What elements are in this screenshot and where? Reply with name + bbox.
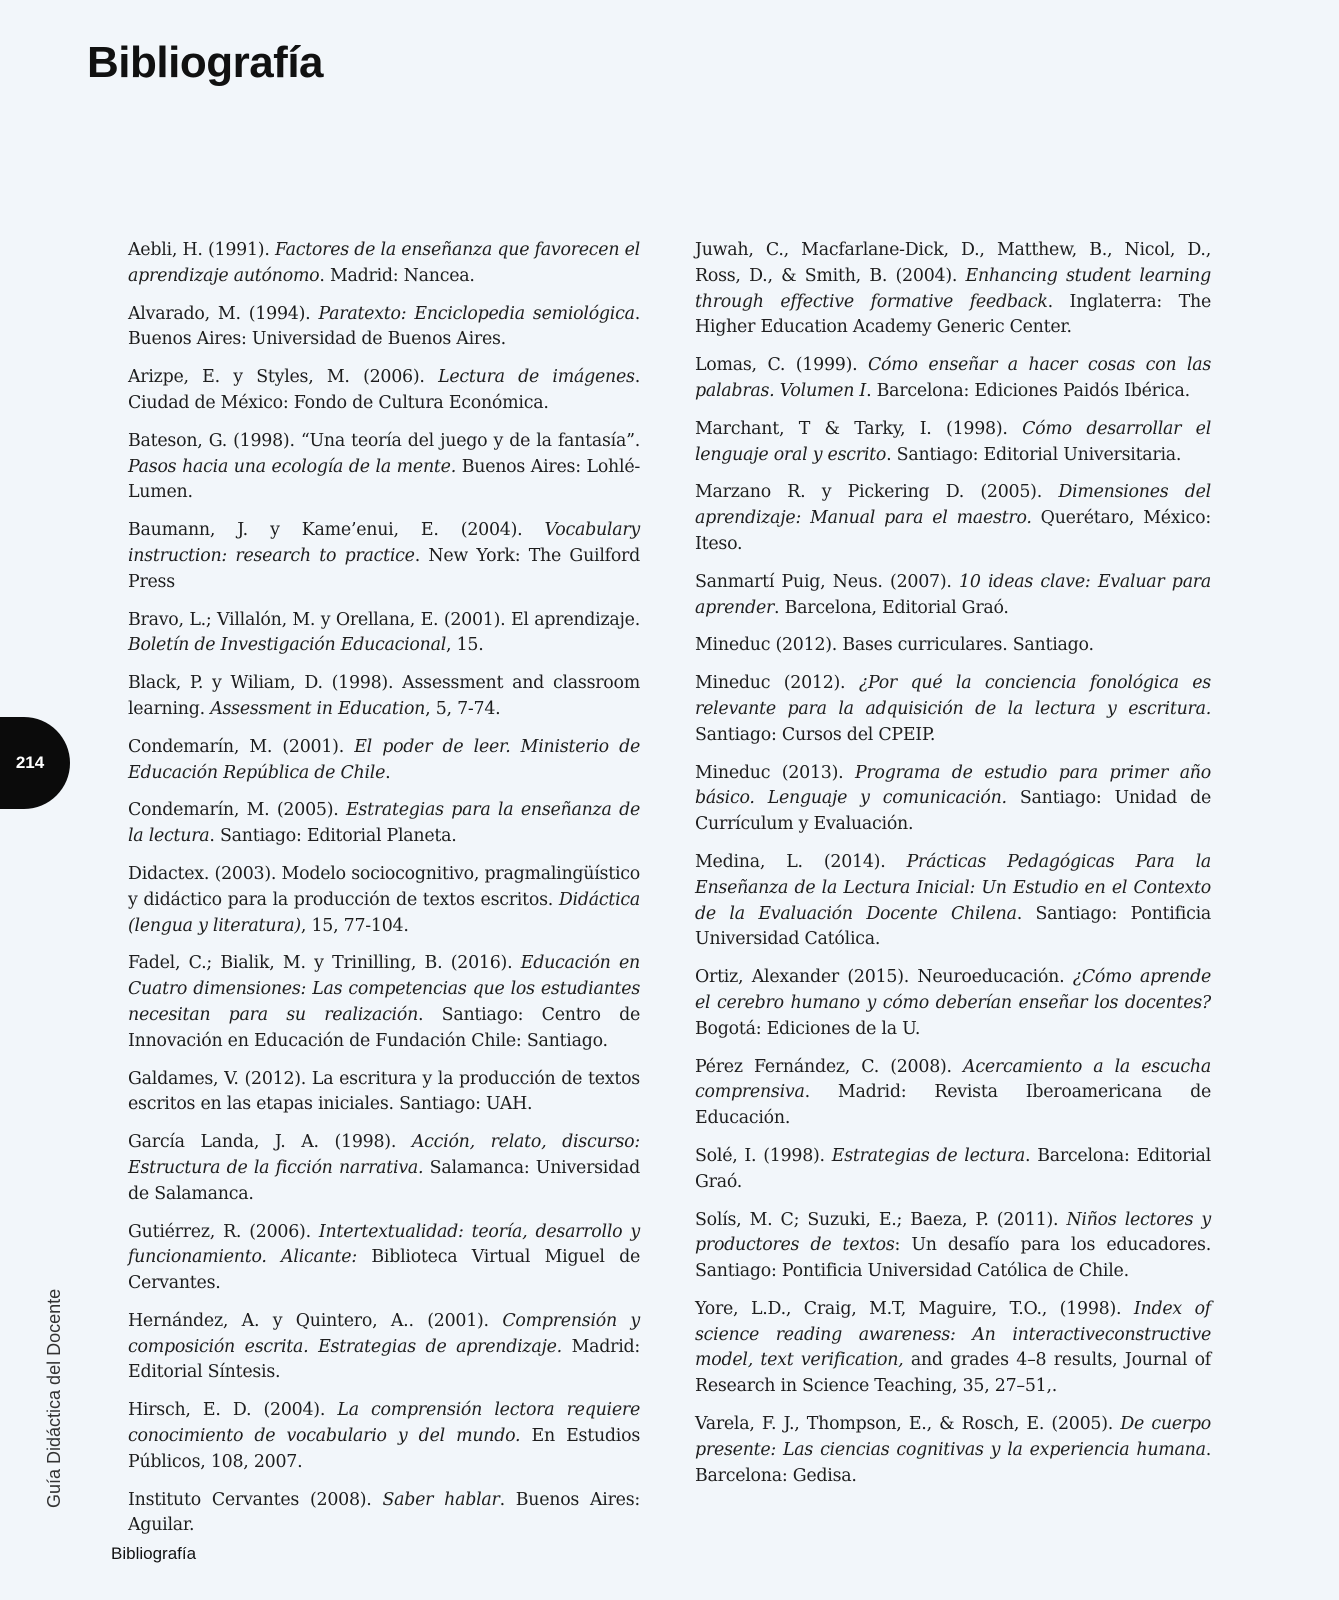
reference-entry xyxy=(695,1144,1211,1196)
reference-text: Sanmartí Puig, Neus. (2007). xyxy=(695,571,960,592)
reference-entry xyxy=(695,570,1211,622)
reference-text: . Barcelona: Gedisa. xyxy=(695,1439,1211,1486)
page-number: 214 xyxy=(15,753,45,772)
reference-text: Salamanca: Universidad de Salamanca. xyxy=(128,1157,641,1204)
reference-text: Mineduc (2012). Bases curriculares. Santiago. xyxy=(695,635,1094,656)
footer-label: Bibliografía xyxy=(111,1544,197,1563)
reference-title: Acción, relato, discurso: Estructura de la ficción narrativa. xyxy=(128,1132,640,1178)
reference-entry xyxy=(128,302,640,354)
reference-text: Solé, I. (1998). xyxy=(695,1145,832,1166)
reference-title: De cuerpo presente: Las ciencias cognitivas y la experiencia humana xyxy=(695,1414,1211,1460)
reference-text: Condemarín, M. (2005). xyxy=(128,800,346,821)
reference-entry xyxy=(695,1297,1211,1400)
reference-title: Prácticas Pedagógicas Para la Enseñanza de la Lectura Inicial: Un Estudio en el Contexto de la Evaluación Docente Chilena xyxy=(695,851,1212,924)
reference-entry xyxy=(128,1488,640,1540)
reference-entry xyxy=(128,735,640,787)
reference-entry xyxy=(128,1220,640,1297)
reference-text: . Inglaterra: The Higher Education Academy Generic Center. xyxy=(695,291,1211,338)
reference-text: Marchant, T & Tarky, I. (1998). xyxy=(695,418,1023,439)
reference-text: Bateson, G. (1998). “Una teoría del juego y de la fantasía”. xyxy=(128,430,640,451)
reference-title: El poder de leer. Ministerio de Educación República de Chile xyxy=(128,736,641,783)
reference-text: Hernández, A. y Quintero, A.. (2001). xyxy=(128,1310,503,1331)
reference-text: Querétaro, México: Iteso. xyxy=(695,508,1211,554)
reference-text: Santiago: Cursos del CPEIP. xyxy=(695,724,936,745)
reference-entry xyxy=(128,1130,640,1207)
reference-text: Hirsch, E. D. (2004). xyxy=(128,1400,338,1421)
reference-text: Baumann, J. y Kame’enui, E. (2004). xyxy=(128,520,545,541)
reference-text: . xyxy=(385,762,391,783)
reference-text: , 5, 7-74. xyxy=(425,698,501,719)
reference-text: Santiago: Unidad de Currículum y Evaluación. xyxy=(695,788,1212,835)
reference-text: . Ciudad de México: Fondo de Cultura Económica. xyxy=(128,367,640,413)
reference-title: La comprensión lectora requiere conocimiento de vocabulario y del mundo. xyxy=(128,1400,640,1447)
reference-entry xyxy=(128,518,640,595)
reference-entry xyxy=(695,633,1211,659)
reference-entry xyxy=(128,365,640,417)
reference-text: Mineduc (2013). xyxy=(695,762,855,783)
reference-text: . New York: The Guilford Press xyxy=(128,545,640,592)
reference-title: Estrategias de lectura xyxy=(831,1145,1026,1166)
reference-title: Boletín de Investigación Educacional xyxy=(128,635,447,656)
reference-title: Acercamiento a la escucha comprensiva xyxy=(695,1056,1211,1103)
page-number-tab xyxy=(0,717,70,809)
reference-title: ¿Cómo aprende el cerebro humano y cómo deberían enseñar los docentes? xyxy=(695,967,1211,1013)
reference-entry xyxy=(128,1067,640,1119)
reference-entry xyxy=(695,480,1211,557)
reference-text: . Santiago: Pontificia Universidad Católica. xyxy=(695,903,1211,950)
reference-text: . Barcelona, Editorial Graó. xyxy=(774,597,1009,618)
reference-text: and grades 4–8 results, Journal of Research in Science Teaching, 35, 27–51,. xyxy=(695,1350,1211,1397)
reference-text: Ortiz, Alexander (2015). Neuroeducación. xyxy=(695,967,1073,988)
reference-entry xyxy=(128,862,640,939)
reference-text: Medina, L. (2014). xyxy=(695,851,907,872)
reference-title: Dimensiones del aprendizaje: Manual para el maestro. xyxy=(695,482,1211,529)
reference-entry xyxy=(128,1398,640,1475)
reference-text: Marzano R. y Pickering D. (2005). xyxy=(695,482,1059,503)
reference-text: Biblioteca Virtual Miguel de Cervantes. xyxy=(128,1247,641,1294)
reference-title: Cómo enseñar a hacer cosas con las palabras. Volumen I xyxy=(695,355,1211,401)
reference-entry xyxy=(128,671,640,723)
references-left-column xyxy=(128,238,640,1551)
reference-title: Vocabulary instruction: research to practice xyxy=(128,520,640,566)
reference-entry xyxy=(128,608,640,660)
reference-text: , 15, 77-104. xyxy=(300,915,409,936)
reference-text: Mineduc (2012). xyxy=(695,673,859,694)
reference-text: . Santiago: Editorial Universitaria. xyxy=(886,444,1182,465)
reference-entry xyxy=(695,850,1211,953)
page-title: Bibliografía xyxy=(87,38,324,87)
reference-entry xyxy=(695,417,1211,469)
reference-title: Assessment in Education xyxy=(210,698,426,719)
reference-entry xyxy=(695,1055,1211,1132)
reference-entry xyxy=(695,761,1211,838)
reference-text: . Madrid: Nancea. xyxy=(319,265,475,286)
reference-text: . Madrid: Revista Iberoamericana de Educación. xyxy=(695,1082,1211,1129)
reference-text: . Barcelona: Editorial Graó. xyxy=(695,1145,1211,1192)
reference-text: Galdames, V. (2012). La escritura y la producción de textos escritos en las etapas iniciales. Santiago: UAH. xyxy=(128,1068,640,1115)
reference-entry xyxy=(128,1309,640,1386)
reference-title: Niños lectores y productores de textos xyxy=(695,1209,1211,1256)
reference-title: Cómo desarrollar el lenguaje oral y escrito xyxy=(695,418,1212,465)
reference-text: : Un desafío para los educadores. Santiago: Pontificia Universidad Católica de Chile. xyxy=(695,1235,1211,1282)
reference-title: Factores de la enseñanza que favorecen el aprendizaje autónomo xyxy=(128,240,640,286)
reference-entry xyxy=(695,965,1211,1042)
reference-entry xyxy=(128,429,640,506)
reference-text: . Barcelona: Ediciones Paidós Ibérica. xyxy=(866,380,1190,401)
reference-entry xyxy=(128,798,640,850)
reference-text: Aebli, H. (1991). xyxy=(128,240,275,260)
reference-entry xyxy=(695,353,1211,405)
reference-entry xyxy=(128,951,640,1054)
reference-title: Index of science reading awareness: An interactiveconstructive model, text verification, xyxy=(695,1298,1211,1371)
reference-text: Pérez Fernández, C. (2008). xyxy=(695,1056,964,1077)
reference-text: Bravo, L.; Villalón, M. y Orellana, E. (2001). El aprendizaje. xyxy=(128,609,640,630)
reference-entry xyxy=(695,238,1211,341)
reference-text: Instituto Cervantes (2008). xyxy=(128,1489,383,1510)
reference-text: . Santiago: Editorial Planeta. xyxy=(209,826,457,847)
reference-text: Alvarado, M. (1994). xyxy=(128,303,319,324)
references-right-column xyxy=(695,238,1211,1501)
reference-title: Pasos hacia una ecología de la mente. xyxy=(128,456,456,477)
reference-text: Madrid: Editorial Síntesis. xyxy=(128,1336,641,1383)
reference-text: Fadel, C.; Bialik, M. y Trinilling, B. (2016). xyxy=(128,953,521,974)
reference-title: ¿Por qué la conciencia fonológica es relevante para la adquisición de la lectura y escritura. xyxy=(695,673,1211,719)
reference-text: Didactex. (2003). Modelo sociocognitivo, pragmalingüístico y didáctico para la producción de textos escritos. xyxy=(128,863,640,910)
reference-title: Programa de estudio para primer año básico. Lenguaje y comunicación. xyxy=(695,762,1211,809)
reference-title: Estrategias para la enseñanza de la lectura xyxy=(128,800,640,847)
reference-title: 10 ideas clave: Evaluar para aprender xyxy=(695,571,1211,618)
reference-title: Paratexto: Enciclopedia semiológica xyxy=(318,303,635,324)
reference-text: Yore, L.D., Craig, M.T, Maguire, T.O., (1998). xyxy=(695,1298,1134,1319)
reference-text: Lomas, C. (1999). xyxy=(695,355,868,376)
reference-text: , 15. xyxy=(446,635,484,656)
reference-text: . Buenos Aires: Aguilar. xyxy=(128,1489,640,1536)
reference-title: Educación en Cuatro dimensiones: Las competencias que los estudiantes necesitan para su realización xyxy=(128,953,640,1025)
reference-title: Saber hablar xyxy=(382,1489,500,1510)
reference-text: Black, P. y Wiliam, D. (1998). Assessment and classroom learning. xyxy=(128,673,640,719)
reference-text: Juwah, C., Macfarlane-Dick, D., Matthew, B., Nicol, D., Ross, D., & Smith, B. (2004). xyxy=(695,240,1211,286)
reference-title: Intertextualidad: teoría, desarrollo y funcionamiento. Alicante: xyxy=(128,1221,640,1268)
reference-entry xyxy=(695,1208,1211,1285)
reference-text: Condemarín, M. (2001). xyxy=(128,736,355,757)
reference-entry xyxy=(695,1412,1211,1489)
reference-title: Didáctica (lengua y literatura) xyxy=(128,889,640,936)
reference-text: En Estudios Públicos, 108, 2007. xyxy=(128,1426,640,1472)
reference-text: García Landa, J. A. (1998). xyxy=(128,1132,412,1153)
reference-title: Comprensión y composición escrita. Estrategias de aprendizaje. xyxy=(128,1310,641,1357)
reference-entry xyxy=(128,238,640,290)
reference-title: Lectura de imágenes xyxy=(438,367,635,388)
reference-text: . Buenos Aires: Universidad de Buenos Aires. xyxy=(128,303,640,350)
reference-text: . Santiago: Centro de Innovación en Educación de Fundación Chile: Santiago. xyxy=(128,1004,640,1051)
reference-title: Enhancing student learning through effective formative feedback xyxy=(695,265,1211,312)
reference-text: Buenos Aires: Lohlé-Lumen. xyxy=(128,456,640,503)
reference-text: Bogotá: Ediciones de la U. xyxy=(695,1018,921,1039)
reference-text: Varela, F. J., Thompson, E., & Rosch, E. (2005). xyxy=(695,1414,1121,1435)
reference-entry xyxy=(695,671,1211,748)
reference-text: Arizpe, E. y Styles, M. (2006). xyxy=(128,367,439,388)
reference-text: Gutiérrez, R. (2006). xyxy=(128,1221,319,1242)
reference-text: Solís, M. C; Suzuki, E.; Baeza, P. (2011). xyxy=(695,1209,1067,1230)
side-label: Guía Didáctica del Docente xyxy=(44,1288,64,1508)
